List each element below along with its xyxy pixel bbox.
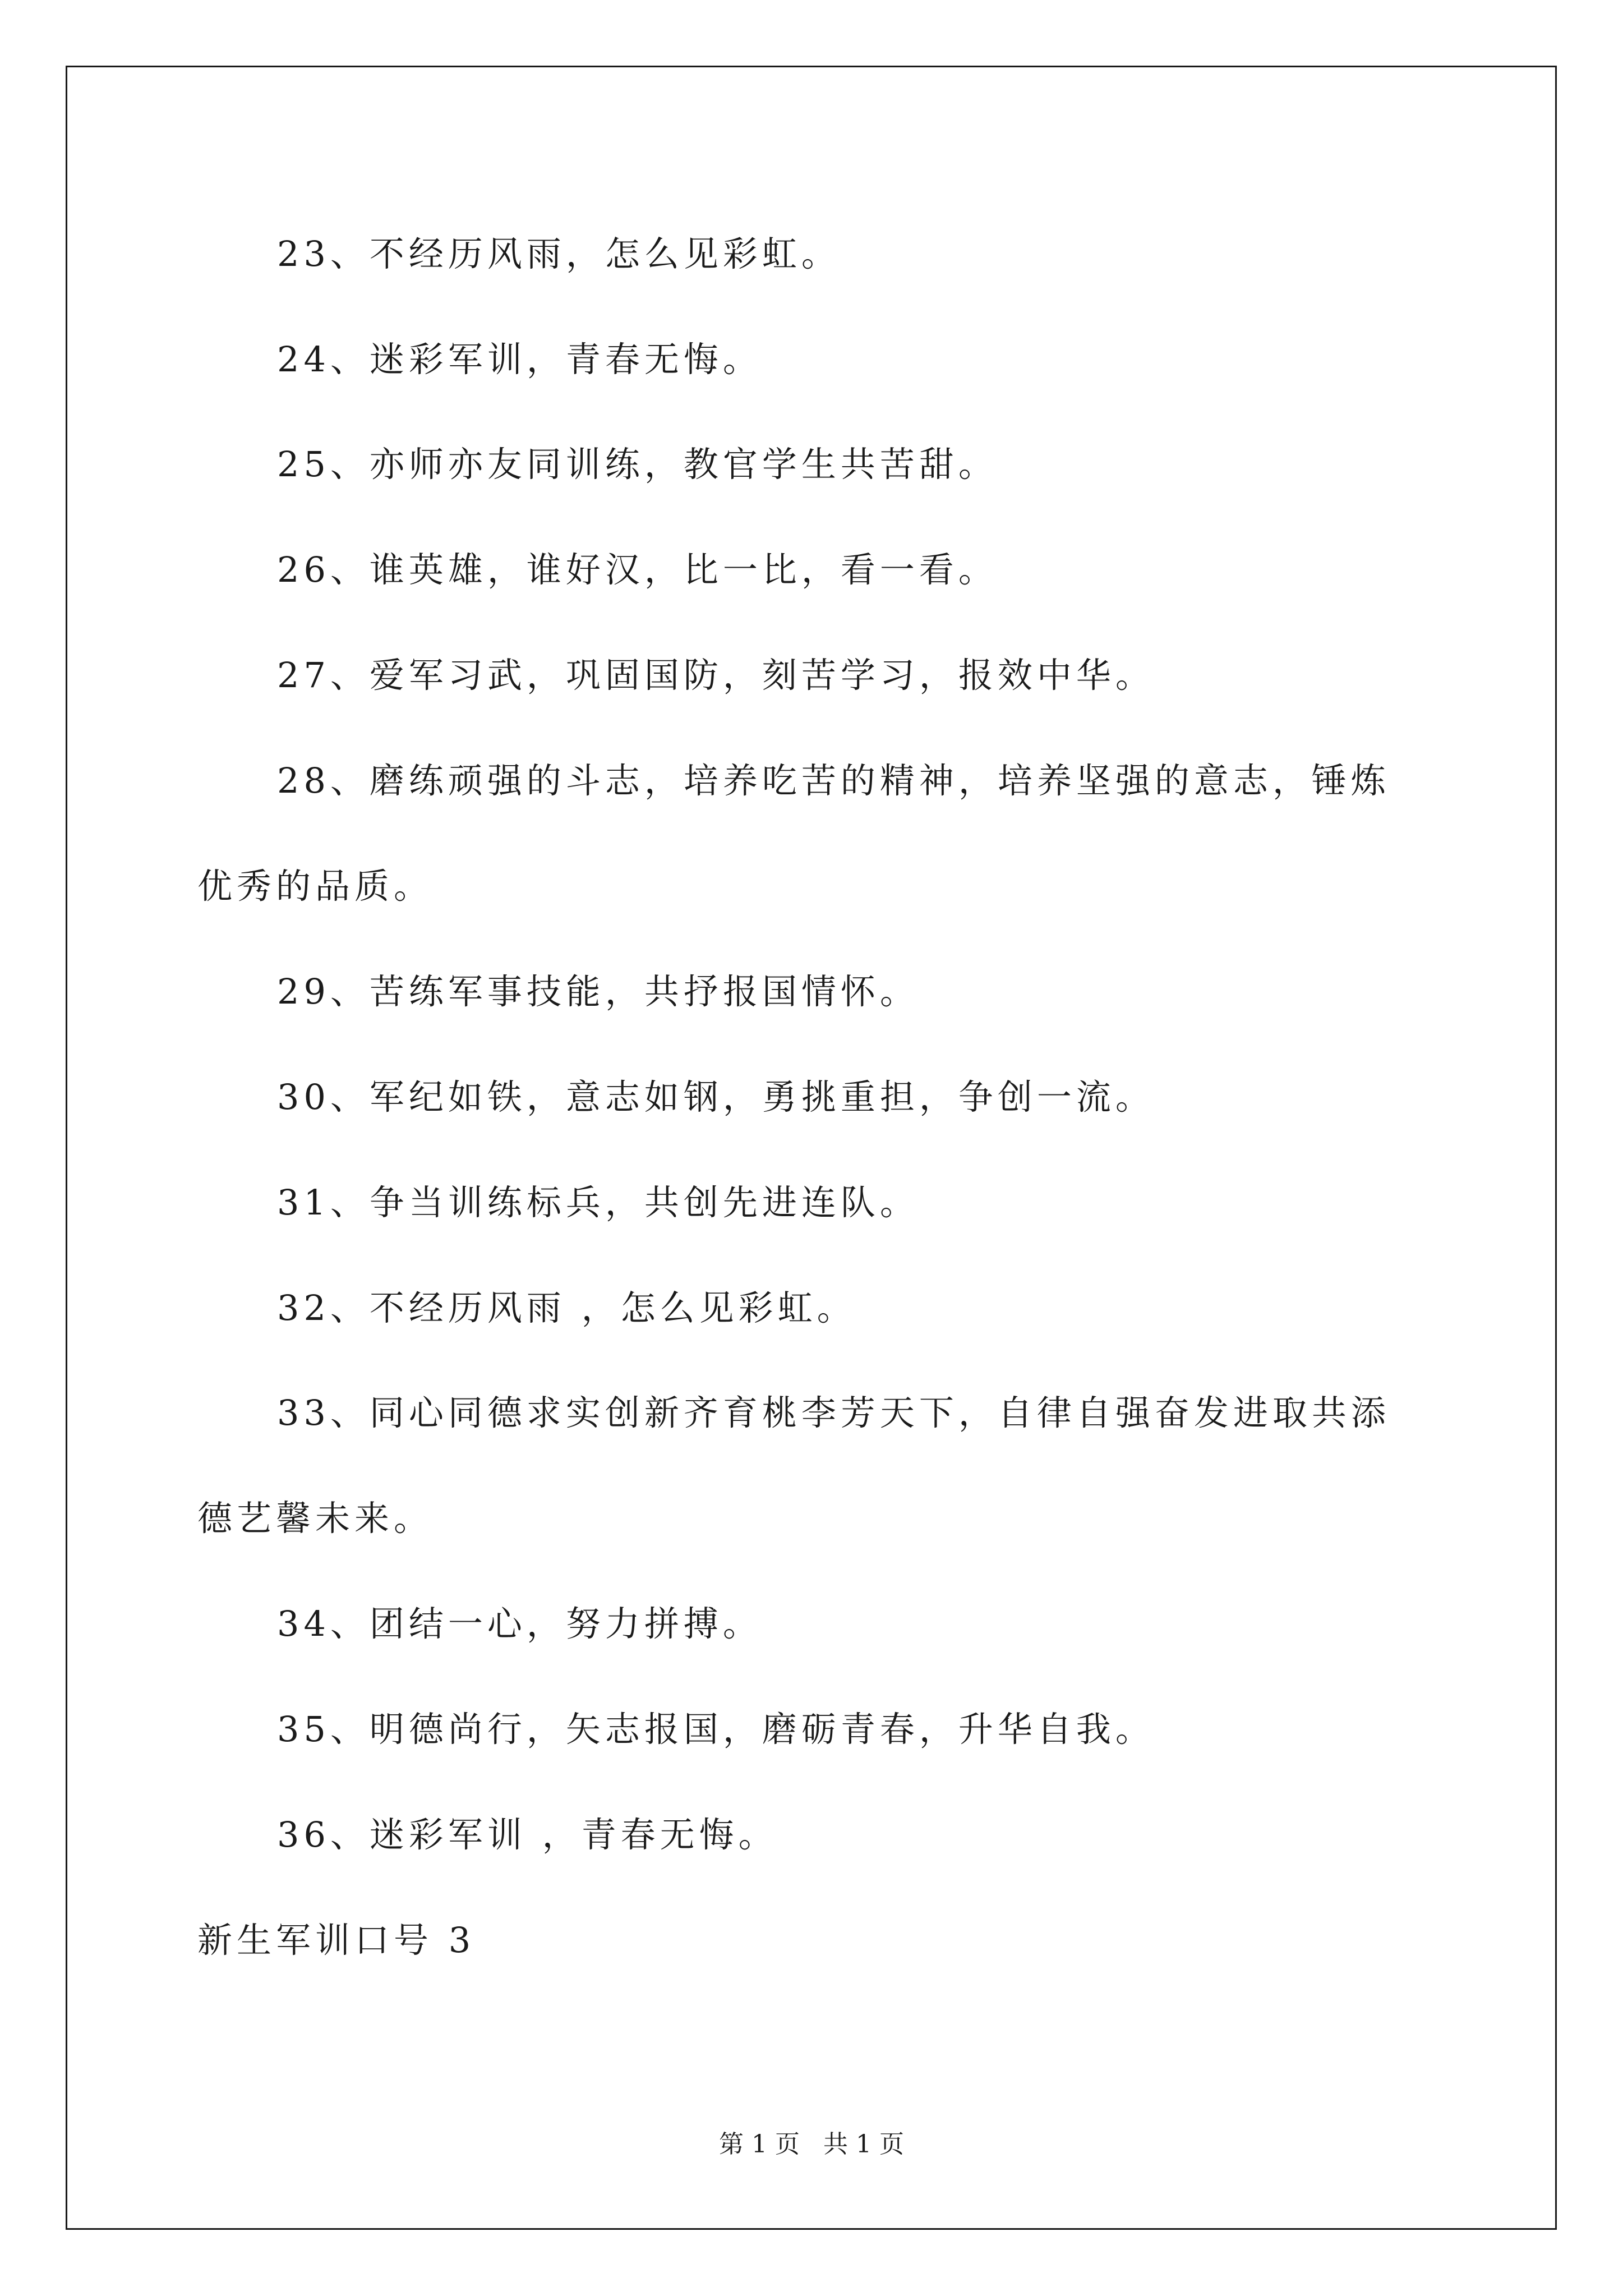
slogan-25: 25、亦师亦友同训练，教官学生共苦甜。	[277, 444, 998, 485]
page-footer: 第 1 页 共 1 页	[719, 2130, 904, 2159]
section-heading: 新生军训口号 3	[197, 1920, 476, 1961]
slogan-32: 32、不经历风雨 ，怎么见彩虹。	[277, 1287, 856, 1328]
slogan-29: 29、苦练军事技能，共抒报国情怀。	[277, 971, 919, 1012]
page-border	[66, 66, 1557, 2230]
slogan-26: 26、谁英雄，谁好汉，比一比，看一看。	[277, 549, 998, 590]
slogan-34: 34、团结一心，努力拼搏。	[277, 1603, 762, 1644]
slogan-35: 35、明德尚行，矢志报国，磨砺青春，升华自我。	[277, 1709, 1155, 1750]
slogan-24: 24、迷彩军训，青春无悔。	[277, 339, 762, 380]
slogan-28: 28、磨练顽强的斗志，培养吃苦的精神，培养坚强的意志，锤炼	[277, 760, 1390, 801]
slogan-27: 27、爱军习武，巩固国防，刻苦学习，报效中华。	[277, 655, 1155, 696]
slogan-33-continuation: 德艺馨未来。	[197, 1498, 434, 1539]
slogan-23: 23、不经历风雨，怎么见彩虹。	[277, 233, 841, 274]
slogan-33: 33、同心同德求实创新齐育桃李芳天下，自律自强奋发进取共添	[277, 1392, 1390, 1433]
slogan-28-continuation: 优秀的品质。	[197, 866, 434, 907]
slogan-36: 36、迷彩军训 ，青春无悔。	[277, 1814, 778, 1855]
slogan-31: 31、争当训练标兵，共创先进连队。	[277, 1182, 919, 1223]
slogan-30: 30、军纪如铁，意志如钢，勇挑重担，争创一流。	[277, 1076, 1155, 1117]
